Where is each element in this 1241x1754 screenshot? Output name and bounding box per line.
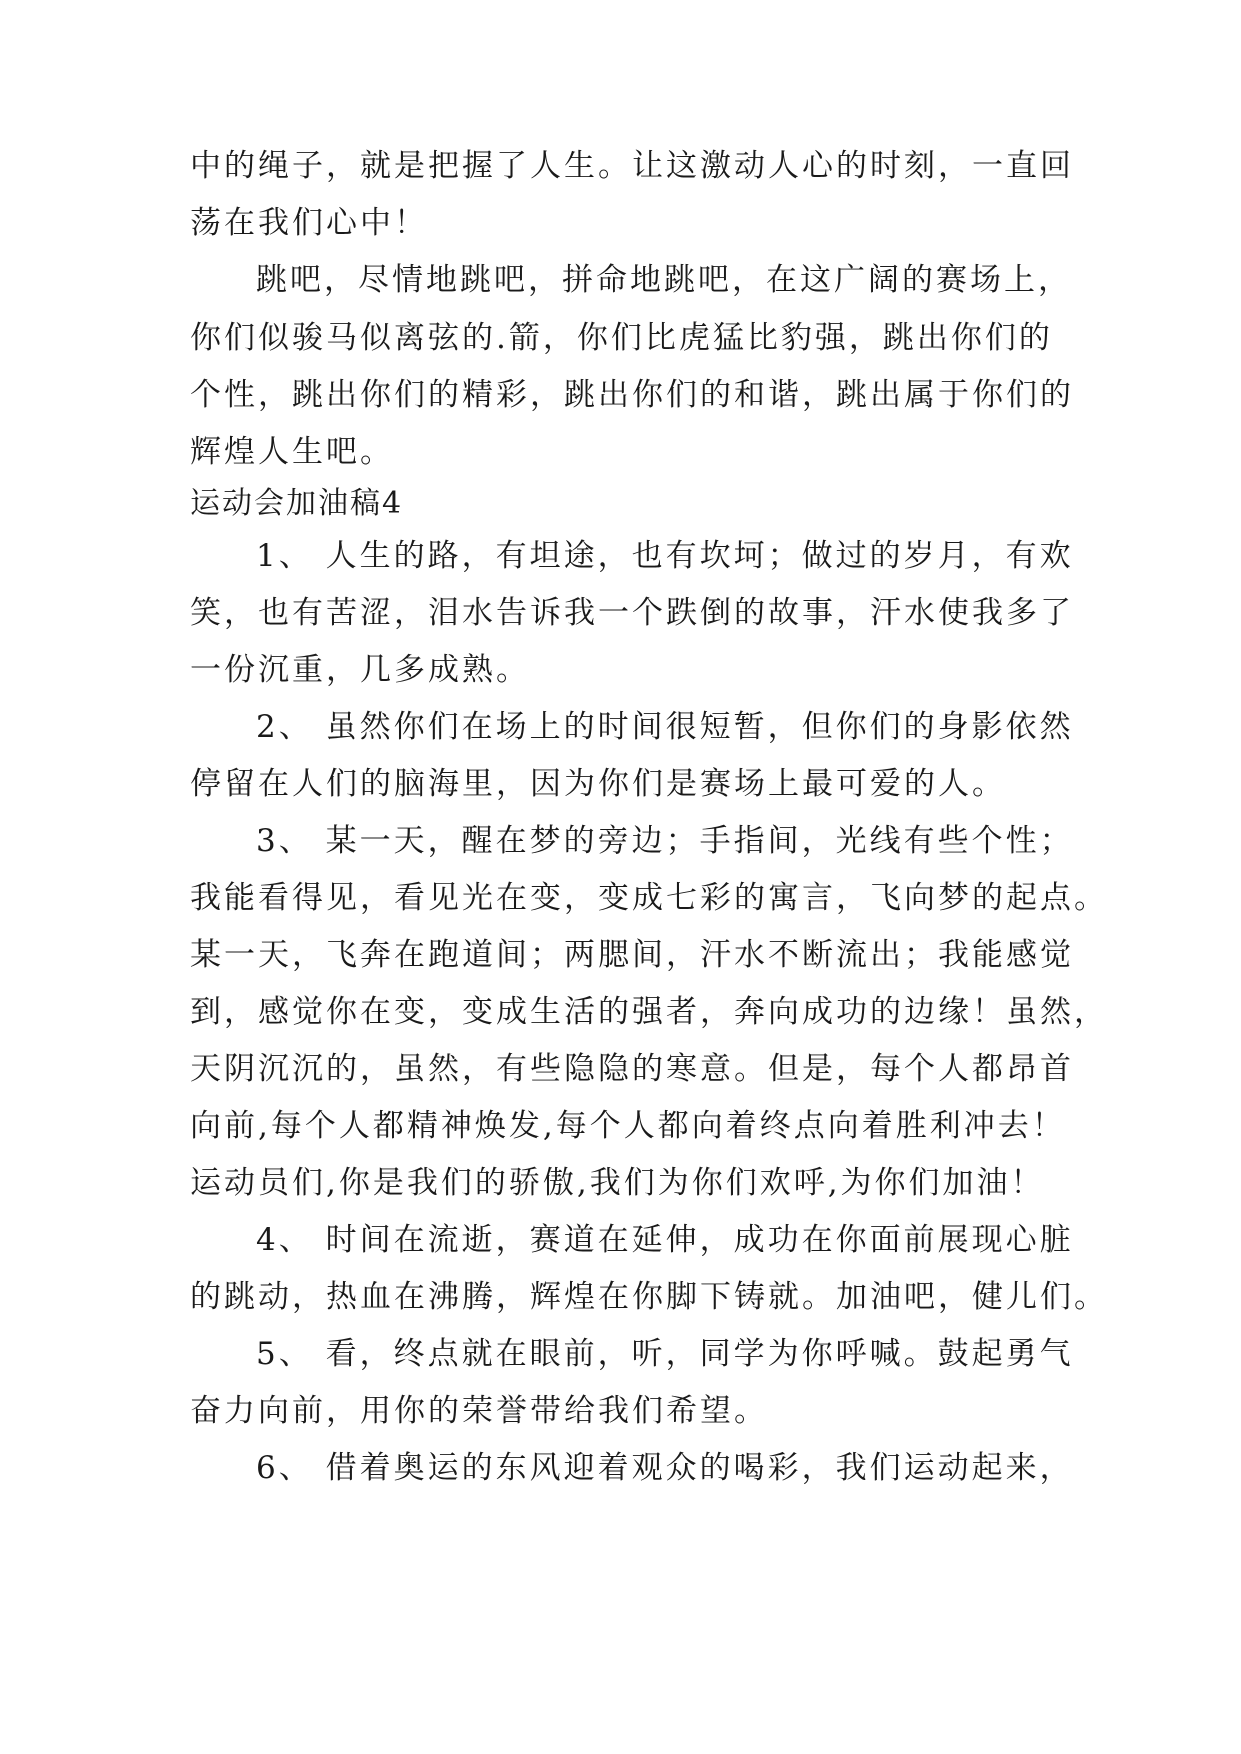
text-line: 停留在人们的脑海里，因为你们是赛场上最可爱的人。 [190,766,1006,802]
text-line: 到，感觉你在变，变成生活的强者，奔向成功的边缘！虽然， [190,994,1108,1030]
list-item: 6、 借着奥运的东风迎着观众的喝彩，我们运动起来， [256,1450,1074,1486]
list-item: 1、 人生的路，有坦途，也有坎坷；做过的岁月，有欢 [256,538,1074,574]
text-line: 辉煌人生吧。 [190,434,394,470]
text-line: 笑，也有苦涩，泪水告诉我一个跌倒的故事，汗水使我多了 [190,595,1074,631]
section-heading: 运动会加油稿4 [190,486,404,521]
paragraph-start: 跳吧，尽情地跳吧，拼命地跳吧，在这广阔的赛场上， [256,262,1072,298]
text-line: 我能看得见，看见光在变，变成七彩的寓言，飞向梦的起点。 [190,880,1108,916]
list-item: 3、 某一天，醒在梦的旁边；手指间，光线有些个性； [256,823,1074,859]
list-item: 5、 看，终点就在眼前，听，同学为你呼喊。鼓起勇气 [256,1336,1074,1372]
text-line: 天阴沉沉的，虽然，有些隐隐的寒意。但是，每个人都昂首 [190,1051,1074,1087]
list-item: 2、 虽然你们在场上的时间很短暂，但你们的身影依然 [256,709,1074,745]
text-line: 个性，跳出你们的精彩，跳出你们的和谐，跳出属于你们的 [190,377,1074,413]
text-line: 荡在我们心中！ [190,205,428,241]
text-line: 中的绳子，就是把握了人生。让这激动人心的时刻，一直回 [190,148,1074,184]
text-line: 你们似骏马似离弦的.箭，你们比虎猛比豹强，跳出你们的 [190,320,1053,356]
text-line: 某一天，飞奔在跑道间；两腮间，汗水不断流出；我能感觉 [190,937,1074,973]
list-item: 4、 时间在流逝，赛道在延伸，成功在你面前展现心脏 [256,1222,1074,1258]
text-line: 奋力向前，用你的荣誉带给我们希望。 [190,1393,768,1429]
text-line: 一份沉重，几多成熟。 [190,652,530,688]
text-line: 向前,每个人都精神焕发,每个人都向着终点向着胜利冲去！ [190,1108,1066,1144]
text-line: 运动员们,你是我们的骄傲,我们为你们欢呼,为你们加油！ [190,1165,1045,1201]
text-line: 的跳动，热血在沸腾，辉煌在你脚下铸就。加油吧，健儿们。 [190,1279,1108,1315]
